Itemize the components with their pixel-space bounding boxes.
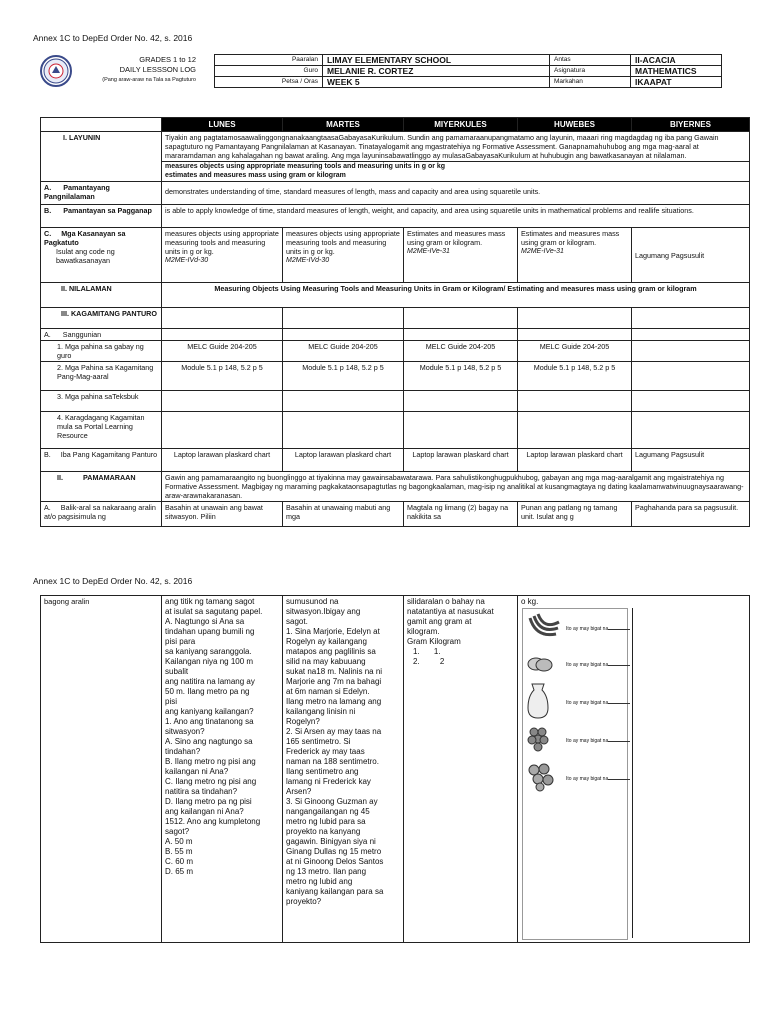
pamamaraan-note: Gawin ang pamamaraangito ng buonglinggo at tiyakinna may gawainsabawatarawa. Para sahulistikonghugpukhubog, gabayan ang mga mag-aaralgamit ang mgaistratehiya ng Formative Assessment. Magbigay ng maraming pagkakataonsapagtutlas ng bagongkaalaman, mag-isip ng analitikal at kusangmagtaya ng dating kaalamanwatwinuugnaysaarawang-araw-arawnakaranasan. <box>162 472 750 502</box>
mon-line: A. 50 m <box>165 837 193 846</box>
iba-label: Iba Pang Kagamitang Panturo <box>60 450 158 459</box>
mon-line: sitwasyon? <box>165 727 205 736</box>
quarter-label: Markahan <box>550 77 631 88</box>
tue-line: sumusunod na <box>286 597 339 606</box>
nilalaman-text: Measuring Objects Using Measuring Tools and Measuring Units in Gram or Kilogram/ Estimating and measures mass using gram or kilogram <box>162 283 750 308</box>
wed-line: gamit ang gram at <box>407 617 472 626</box>
thu-head: o kg. <box>521 597 539 606</box>
kag-label: Mga Pahina sa Kagamitang Pang-Mag-aaral <box>57 363 154 381</box>
mon-line: B. Ilang metro ng pisi ang <box>165 757 256 766</box>
bagong-aralin-label: bagong aralin <box>41 596 162 943</box>
day-header-tue: MARTES <box>283 118 404 132</box>
mon-line: ang titik ng tamang sagot <box>165 597 255 606</box>
balik-mon: Basahin at unawain ang bawat sitwasyon. Piliin <box>162 502 283 527</box>
wed-gram-kilogram-head: Gram Kilogram <box>407 637 461 646</box>
thu-item-5-text: Ito ay may bigat na <box>566 776 609 782</box>
mon-line: natitira sa tindahan? <box>165 787 238 796</box>
guro-thu: MELC Guide 204-205 <box>518 341 632 362</box>
p2-tue-cell <box>283 596 404 943</box>
grade-value: II-ACACIA <box>631 55 722 66</box>
guro-label: Mga pahina sa gabay ng guro <box>57 342 144 360</box>
balik-thu: Punan ang patlang ng tamang unit. Isulat ang g <box>518 502 632 527</box>
comp-wed: Estimates and measures mass using gram or kilogram. <box>407 229 506 247</box>
guro-mon: MELC Guide 204-205 <box>162 341 283 362</box>
grapes-icon <box>526 724 552 754</box>
iba-thu: Laptop larawan plaskard chart <box>518 449 632 472</box>
mon-line: ang kaniyang kailangan? <box>165 707 254 716</box>
thu-item-3-text: Ito ay may bigat na <box>566 700 609 706</box>
tue-line: 3. Si Ginoong Guzman ay <box>286 797 378 806</box>
mon-line: pisi para <box>165 637 196 646</box>
mon-line: B. 55 m <box>165 847 193 856</box>
kag-mon: Module 5.1 p 148, 5.2 p 5 <box>162 362 283 391</box>
balik-tue: Basahin at unawaing mabuti ang mga <box>283 502 404 527</box>
p2-wed-text <box>407 597 514 637</box>
mon-line: 50 m. Ilang metro pa ng <box>165 687 250 696</box>
tue-line: sagot. <box>286 617 308 626</box>
teacher-value: MELANIE R. CORTEZ <box>323 66 550 77</box>
iba-wed: Laptop larawan plaskard chart <box>404 449 518 472</box>
pamamaraan-label: PAMAMARAAN <box>83 473 136 482</box>
tue-line: proyekto na kanyang <box>286 827 361 836</box>
tue-line: kailangang linisin ni <box>286 707 356 716</box>
day-header-wed: MIYERKULES <box>404 118 518 132</box>
day-header-thu: HUWEBES <box>518 118 632 132</box>
content-std-label: Pamantayang Pangnilalaman <box>44 183 110 201</box>
thu-item-banana <box>526 610 626 650</box>
wed-row1-a: 1. <box>413 647 420 656</box>
tue-line: Frederick ay may taas <box>286 747 365 756</box>
iba-mon: Laptop larawan plaskard chart <box>162 449 283 472</box>
lesson-table-continued <box>40 595 750 943</box>
day-header-fri: BIYERNES <box>632 118 750 132</box>
objective-2: estimates and measures mass using gram or kilogram <box>165 171 346 179</box>
tue-line: naman na 188 sentimetro. <box>286 757 379 766</box>
comp-sub: Isulat ang code ng bawatkasanayan <box>56 247 115 265</box>
thu-item-2-text: Ito ay may bigat na <box>566 662 609 668</box>
header-dll: DAILY LESSSON LOG <box>119 65 196 74</box>
sack-icon <box>526 682 550 720</box>
tue-line: Marjorie ang 7m na bahagi <box>286 677 382 686</box>
mon-line: D. 65 m <box>165 867 194 876</box>
header-subtitle: (Pang araw-araw na Tala sa Pagtuturo <box>102 77 196 83</box>
balik-wed: Magtala ng limang (2) bagay na nakikita sa <box>404 502 518 527</box>
kag-tue: Module 5.1 p 148, 5.2 p 5 <box>283 362 404 391</box>
tue-line: metro ng lubid ang <box>286 877 353 886</box>
objective-1: measures objects using appropriate measuring tools and measuring units in g or kg <box>165 163 446 170</box>
deped-seal-icon <box>40 55 72 87</box>
perf-std-label: Pamantayan sa Pagganap <box>63 206 152 215</box>
tue-line: metro ng lubid para sa <box>286 817 366 826</box>
mon-line: A. Sino ang nagtungo sa <box>165 737 253 746</box>
banana-icon <box>526 610 562 644</box>
thu-item-bunch <box>526 762 626 796</box>
balik-fri: Paghahanda para sa pagsusulit. <box>632 502 750 527</box>
bunch-icon <box>526 762 556 792</box>
comp-fri: Lagumang Pagsusulit <box>632 228 750 283</box>
date-label: Petsa / Oras <box>215 77 323 88</box>
kagamitan-label: III. KAGAMITANG PANTURO <box>41 308 162 329</box>
kag-wed: Module 5.1 p 148, 5.2 p 5 <box>404 362 518 391</box>
annex-title-page2: Annex 1C to DepEd Order No. 42, s. 2016 <box>33 576 193 586</box>
quarter-value: IKAAPAT <box>631 77 722 88</box>
guro-tue: MELC Guide 204-205 <box>283 341 404 362</box>
kag-thu: Module 5.1 p 148, 5.2 p 5 <box>518 362 632 391</box>
school-value: LIMAY ELEMENTARY SCHOOL <box>323 55 550 66</box>
mon-line: ang kailangan ni Ana? <box>165 807 244 816</box>
wed-row2-b: 2 <box>439 657 445 666</box>
p2-mon-cell <box>162 596 283 943</box>
mon-line: subalit <box>165 667 189 676</box>
tue-line: sitwasyon.Ibigay ang <box>286 607 361 616</box>
iba-tue: Laptop larawan plaskard chart <box>283 449 404 472</box>
mon-line: sa kaniyang saranggola. <box>165 647 252 656</box>
mon-line: D. Ilang metro pa ng pisi <box>165 797 252 806</box>
karag-num: 4. <box>57 413 63 422</box>
sanggunian-letter: A. <box>44 330 51 339</box>
mon-line: tindahan upang bumili ng <box>165 627 255 636</box>
teks-num: 3. <box>57 392 63 401</box>
mon-line: Kailangan niya ng 100 m <box>165 657 254 666</box>
thu-item-cookie <box>526 654 626 678</box>
tue-line: proyekto? <box>286 897 322 906</box>
p2-tue-text <box>286 597 400 907</box>
tue-line: Rogelyn? <box>286 717 320 726</box>
tue-line: matapos ang paglilinis sa <box>286 647 376 656</box>
tue-line: kaniyang kailangan para sa <box>286 887 384 896</box>
tue-line: 1. Sina Marjorie, Edelyn at <box>286 627 380 636</box>
tue-line: silid na may kabuuang <box>286 657 366 666</box>
iba-fri: Lagumang Pagsusulit <box>632 449 750 472</box>
mon-line: ang natitira na lamang ay <box>165 677 255 686</box>
school-label: Paaralan <box>215 55 323 66</box>
wed-line: kilogram. <box>407 627 440 636</box>
mon-line: 1. Ano ang tinatanong sa <box>165 717 254 726</box>
guro-wed: MELC Guide 204-205 <box>404 341 518 362</box>
tue-line: at ni Ginoong Delos Santos <box>286 857 384 866</box>
subject-label: Asignatura <box>550 66 631 77</box>
layunin-label: I. LAYUNIN <box>41 132 162 182</box>
mon-line: C. 60 m <box>165 857 194 866</box>
tue-line: at 6m naman si Edelyn. <box>286 687 370 696</box>
pamamaraan-num: II. <box>57 473 63 482</box>
lesson-table <box>40 117 750 527</box>
subject-value: MATHEMATICS <box>631 66 722 77</box>
nilalaman-label: II. NILALAMAN <box>41 283 162 308</box>
tue-line: Arsen? <box>286 787 312 796</box>
teacher-label: Guro <box>215 66 323 77</box>
wed-line: natatantiya at nasusukat <box>407 607 494 616</box>
sanggunian-label: Sanggunian <box>62 330 102 339</box>
content-std-text: demonstrates understanding of time, standard measures of length, mass and capacity and area using squaretile units. <box>162 182 750 205</box>
wed-line: silidaralan o bahay na <box>407 597 485 606</box>
thu-item-sack <box>526 682 626 720</box>
kag-num: 2. <box>57 363 63 372</box>
tue-line: 165 sentimetro. Si <box>286 737 351 746</box>
tue-line: nangangailangan ng 45 <box>286 807 370 816</box>
header-table <box>214 54 722 88</box>
layunin-note: Tiyakin ang pagtatamosaawalinggongnanakaangtaasaGabayasaKurikulum. Sundin ang pamamaraanupangmatamo ang layunin, maaari ring magdagdag ng iba pang Gawain sapagtuturo ng Pamantayang Pangnilalaman at Kasanayan. Tinatayalogamit ang mgastratehiya ng Formative Assessment. Ganapnamahuhubog ang mga mag-aaral at mararamdaman ang kahalagahan ng bawat araling. Ang mga layuninsabawatlinggo ay mulasaGabayasaKurikulum at huhubugin ang bawatkasanayan at nilalaman. <box>162 132 750 162</box>
tue-line: gagawin. Binigyan siya ni <box>286 837 376 846</box>
mon-line: C. Ilang metro ng pisi ang <box>165 777 257 786</box>
tue-line: Ilang metro na lamang ang <box>286 697 382 706</box>
cookie-icon <box>526 654 554 674</box>
balik-label: Balik-aral sa nakaraang aralin at/o pagsisimula ng <box>44 503 156 521</box>
comp-wed-code: M2ME-IVe-31 <box>407 248 450 255</box>
teks-label: Mga pahina saTeksbuk <box>65 392 139 401</box>
thu-item-grapes <box>526 724 626 758</box>
comp-mon: measures objects using appropriate measuring tools and measuring units in g or kg. <box>165 229 279 256</box>
mon-line: 1512. Ano ang kumpletong <box>165 817 261 826</box>
mon-line: pisi <box>165 697 178 706</box>
thu-item-1-text: Ito ay may bigat na <box>566 626 609 632</box>
tue-line: ng 13 metro. Ilan pang <box>286 867 367 876</box>
wed-row2-a: 2. <box>413 657 420 666</box>
tue-line: sukat na18 m. Nalinis na ni <box>286 667 383 676</box>
iba-letter: B. <box>44 450 51 459</box>
comp-thu: Estimates and measures mass using gram or kilogram. <box>521 229 620 247</box>
tue-line: lamang ni Frederick kay <box>286 777 371 786</box>
grade-label: Antas <box>550 55 631 66</box>
balik-letter: A. <box>44 503 51 512</box>
comp-tue: measures objects using appropriate measuring tools and measuring units in g or kg. <box>286 229 400 256</box>
mon-line: kailangan ni Ana? <box>165 767 229 776</box>
perf-std-text: is able to apply knowledge of time, standard measures of length, weight, and capacity, and area using squaretile units in mathematical problems and reallife situations. <box>162 205 750 228</box>
comp-mon-code: M2ME-IVd-30 <box>165 257 209 264</box>
mon-line: A. Nagtungo si Ana sa <box>165 617 245 626</box>
thu-item-4-text: Ito ay may bigat na <box>566 738 609 744</box>
p2-wed-cell <box>404 596 518 943</box>
karag-label: Karagdagang Kagamitan mula sa Portal Learning Resource <box>57 413 145 440</box>
mon-line: at isulat sa sagutang papel. <box>165 607 263 616</box>
comp-label: Mga Kasanayan sa Pagkatuto <box>44 229 126 247</box>
tue-line: Rogelyn ay kailangang <box>286 637 367 646</box>
p2-mon-text <box>165 597 279 877</box>
mon-line: tindahan? <box>165 747 201 756</box>
comp-thu-code: M2ME-IVe-31 <box>521 248 564 255</box>
content-std-letter: A. <box>44 183 52 192</box>
day-header-mon: LUNES <box>162 118 283 132</box>
tue-line: Ilang sentimetro ang <box>286 767 359 776</box>
guro-num: 1. <box>57 342 63 351</box>
comp-tue-code: M2ME-IVd-30 <box>286 257 330 264</box>
wed-row1-b: 1. <box>433 647 441 656</box>
tue-line: Ginang Dullas ng 15 metro <box>286 847 382 856</box>
mon-line: sagot? <box>165 827 190 836</box>
date-value: WEEK 5 <box>323 77 550 88</box>
p2-thu-cell <box>518 596 750 943</box>
comp-letter: C. <box>44 229 52 238</box>
tue-line: 2. Si Arsen ay may taas na <box>286 727 382 736</box>
perf-std-letter: B. <box>44 206 52 215</box>
header-grades: GRADES 1 to 12 <box>139 55 196 64</box>
annex-title: Annex 1C to DepEd Order No. 42, s. 2016 <box>33 33 193 43</box>
